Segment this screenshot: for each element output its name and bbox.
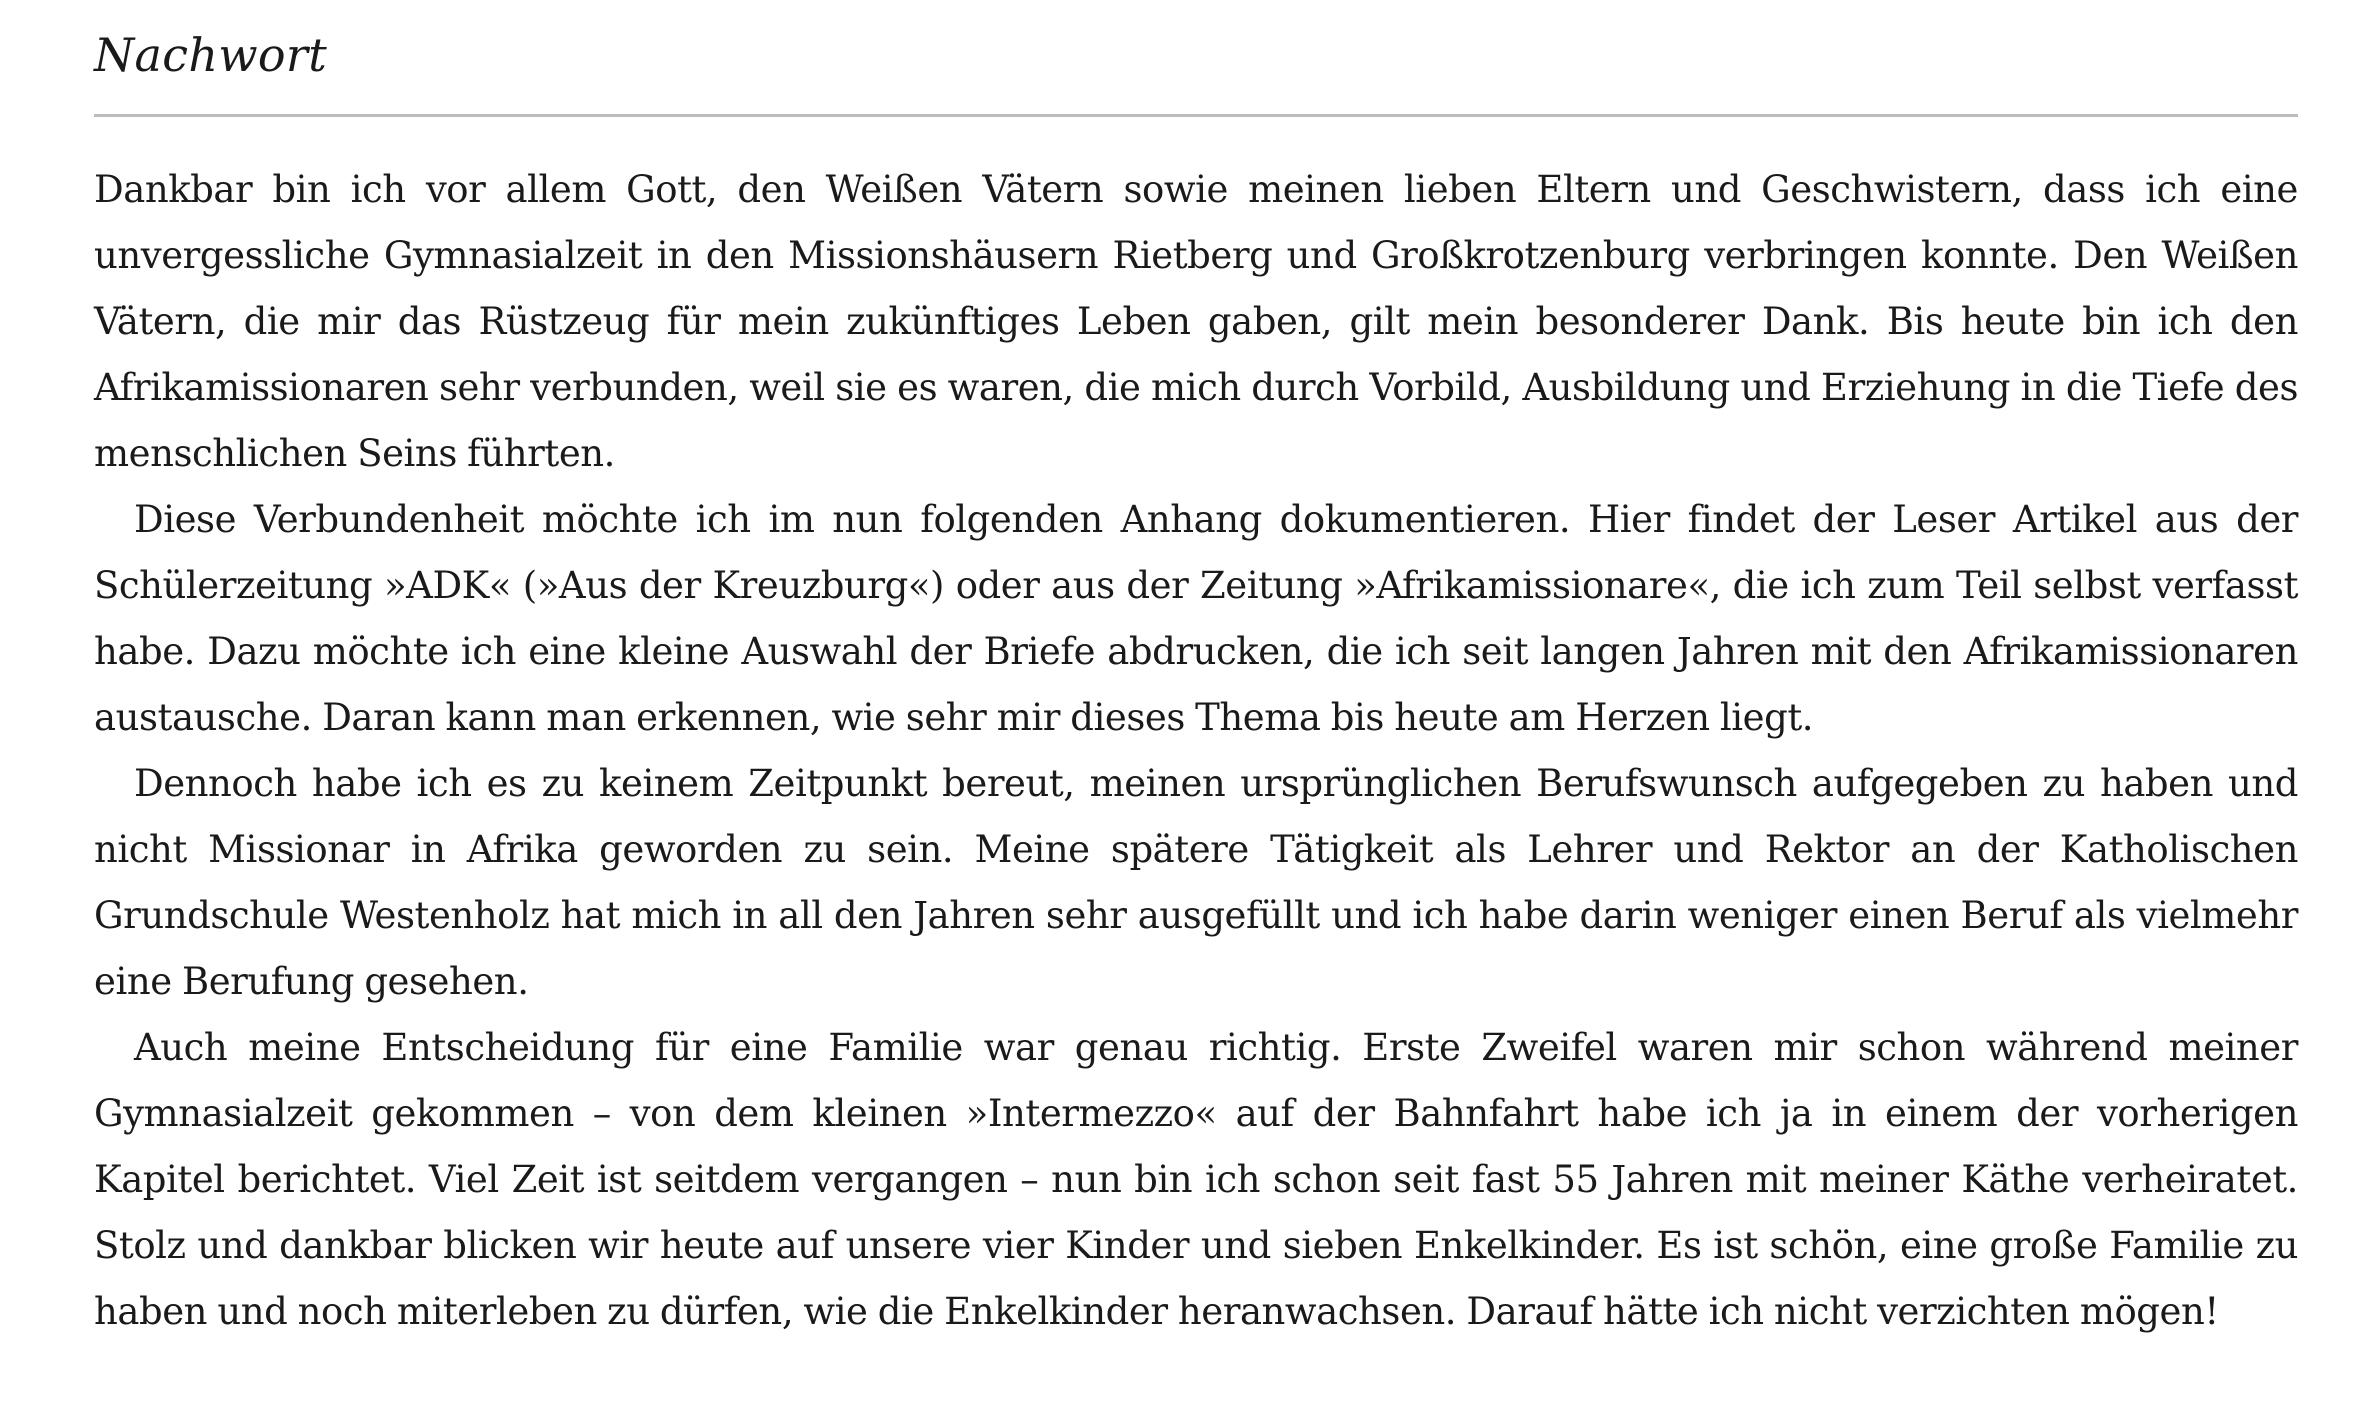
paragraph-3: Dennoch habe ich es zu keinem Zeitpunkt bereut, meinen ursprünglichen Berufswunsch aufgegeben zu haben und nicht Missionar in Afrika geworden zu sein. Meine spätere Tätigkeit als Lehrer und Rektor an der Katholischen Grundschule Westenholz hat mich in all den Jahren sehr ausgefüllt und ich habe darin weniger einen Beruf als vielmehr eine Berufung gesehen. [94, 762, 2298, 1003]
chapter-header [94, 0, 2298, 117]
paragraph-2: Diese Verbundenheit möchte ich im nun folgenden Anhang dokumentieren. Hier findet der Leser Artikel aus der Schülerzeitung »ADK« (»Aus der Kreuzburg«) oder aus der Zeitung »Afrikamissionare«, die ich zum Teil selbst verfasst habe. Dazu möchte ich eine kleine Auswahl der Briefe abdrucken, die ich seit langen Jahren mit den Afrikamissionaren austausche. Daran kann man erkennen, wie sehr mir dieses Thema bis heute am Herzen liegt. [94, 498, 2298, 739]
paragraph-1: Dankbar bin ich vor allem Gott, den Weißen Vätern sowie meinen lieben Eltern und Geschwistern, dass ich eine unvergessliche Gymnasialzeit in den Missionshäusern Rietberg und Großkrotzenburg verbringen konnte. Den Weißen Vätern, die mir das Rüstzeug für mein zukünftiges Leben gaben, gilt mein besonderer Dank. Bis heute bin ich den Afrikamissionaren sehr verbunden, weil sie es waren, die mich durch Vorbild, Ausbildung und Erziehung in die Tiefe des menschlichen Seins führten. [94, 168, 2298, 475]
chapter-body [94, 157, 2298, 1345]
chapter-title: Nachwort [94, 28, 328, 82]
reader-page [94, 0, 2298, 1345]
title-divider [94, 114, 2298, 117]
paragraph-4: Auch meine Entscheidung für eine Familie war genau richtig. Erste Zweifel waren mir schon während meiner Gymnasialzeit gekommen – von dem kleinen »Intermezzo« auf der Bahnfahrt habe ich ja in einem der vorherigen Kapitel berichtet. Viel Zeit ist seitdem vergangen – nun bin ich schon seit fast 55 Jahren mit meiner Käthe verheiratet. Stolz und dankbar blicken wir heute auf unsere vier Kinder und sieben Enkelkinder. Es ist schön, eine große Familie zu haben und noch miterleben zu dürfen, wie die Enkelkinder heranwachsen. Darauf hätte ich nicht verzichten mögen! [94, 1026, 2298, 1333]
